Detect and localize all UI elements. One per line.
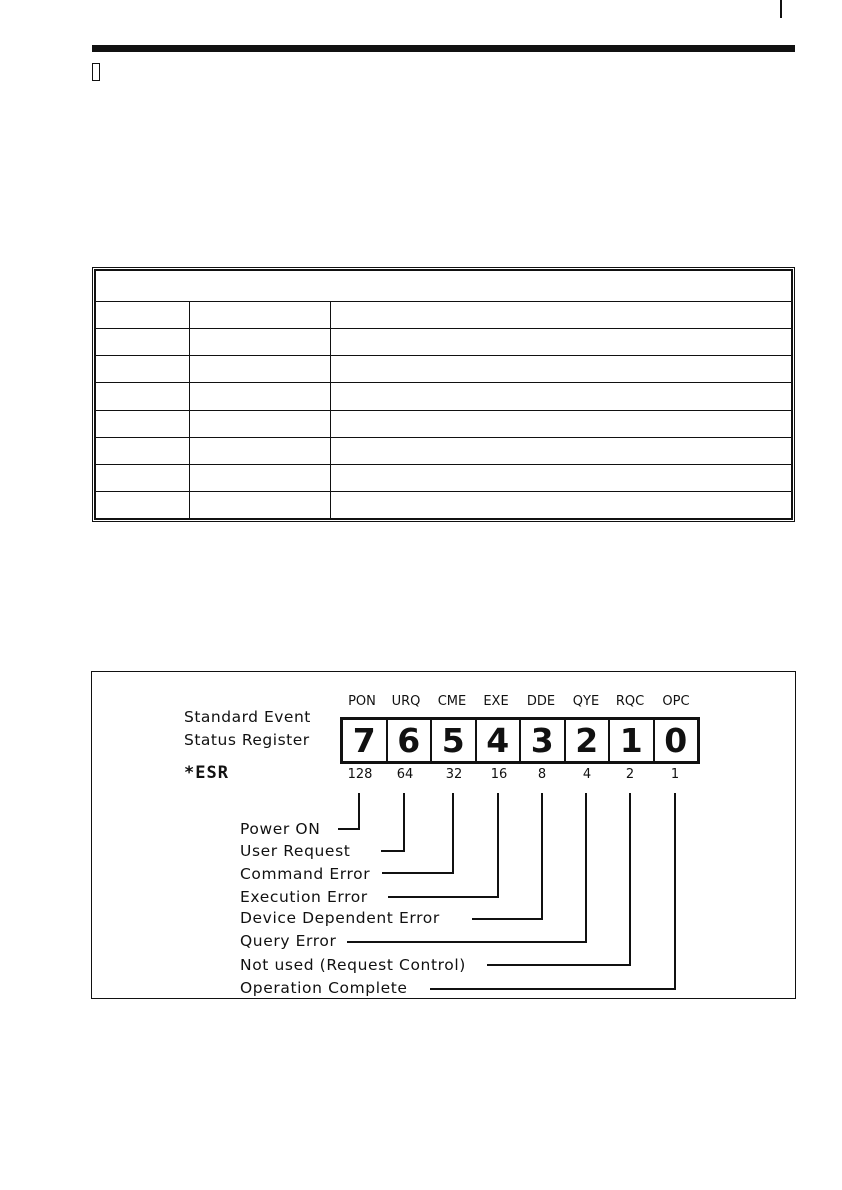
table-cell xyxy=(96,329,190,356)
table-cell xyxy=(96,302,190,329)
table-cell xyxy=(96,410,190,437)
leader-line-qye xyxy=(347,793,586,942)
table-cell xyxy=(190,329,331,356)
table-row xyxy=(96,491,792,518)
table-cell xyxy=(190,464,331,491)
bit-abbr-opc: OPC xyxy=(662,694,690,709)
table-cell xyxy=(331,437,792,464)
register-table-grid xyxy=(95,270,792,519)
table-cell xyxy=(331,464,792,491)
table-row xyxy=(96,329,792,356)
bit-weight-8: 8 xyxy=(537,767,547,782)
esr-figure xyxy=(91,671,796,999)
table-row xyxy=(96,302,792,329)
bit-cell-5: 5 xyxy=(432,720,477,761)
table-cell xyxy=(331,356,792,383)
table-header-cell xyxy=(96,271,792,302)
leader-line-opc xyxy=(430,793,675,989)
bit-weight-128: 128 xyxy=(347,767,373,782)
table-row xyxy=(96,437,792,464)
register-command: *ESR xyxy=(184,763,229,783)
leader-line-dde xyxy=(472,793,542,919)
table-cell xyxy=(190,410,331,437)
bit-cell-3: 3 xyxy=(521,720,566,761)
table-cell xyxy=(190,302,331,329)
table-cell xyxy=(331,410,792,437)
trim-mark xyxy=(780,0,782,18)
table-cell xyxy=(331,491,792,518)
bit-abbr-qye: QYE xyxy=(572,694,600,709)
bit-cell-1: 1 xyxy=(610,720,655,761)
bit-desc-user-request: User Request xyxy=(240,842,351,860)
bit-abbr-rqc: RQC xyxy=(615,694,645,709)
leader-line-urq xyxy=(381,793,404,851)
table-cell xyxy=(190,491,331,518)
register-label-line2: Status Register xyxy=(184,731,310,749)
bit-cell-7: 7 xyxy=(343,720,388,761)
leader-line-cme xyxy=(382,793,453,873)
table-row xyxy=(96,464,792,491)
table-cell xyxy=(331,329,792,356)
bit-desc-operation-complete: Operation Complete xyxy=(240,979,408,997)
table-cell xyxy=(190,356,331,383)
bit-weight-16: 16 xyxy=(490,767,508,782)
bit-weight-1: 1 xyxy=(670,767,680,782)
leader-lines xyxy=(92,672,797,1000)
bit-abbr-urq: URQ xyxy=(391,694,421,709)
bit-abbr-cme: CME xyxy=(437,694,467,709)
bit-abbr-dde: DDE xyxy=(526,694,556,709)
register-table xyxy=(92,267,795,522)
missing-glyph-box xyxy=(92,63,100,81)
bit-cell-4: 4 xyxy=(477,720,522,761)
table-row xyxy=(96,383,792,410)
register-label-line1: Standard Event xyxy=(184,708,311,726)
table-cell xyxy=(96,491,190,518)
bit-desc-request-control: Not used (Request Control) xyxy=(240,956,466,974)
bit-desc-power-on: Power ON xyxy=(240,820,321,838)
bit-cell-0: 0 xyxy=(664,721,688,760)
table-cell xyxy=(190,437,331,464)
bit-weight-4: 4 xyxy=(582,767,592,782)
table-cell xyxy=(96,464,190,491)
table-cell xyxy=(331,383,792,410)
table-cell xyxy=(331,302,792,329)
bit-weight-32: 32 xyxy=(445,767,463,782)
table-row xyxy=(96,356,792,383)
table-row xyxy=(96,410,792,437)
top-rule xyxy=(92,45,795,52)
table-cell xyxy=(190,383,331,410)
bit-desc-execution-error: Execution Error xyxy=(240,888,368,906)
leader-line-rqc xyxy=(487,793,630,965)
leader-line-pon xyxy=(338,793,359,829)
table-cell xyxy=(96,437,190,464)
bit-desc-device-dependent-error: Device Dependent Error xyxy=(240,909,440,927)
bit-abbr-exe: EXE xyxy=(483,694,509,709)
bit-weight-2: 2 xyxy=(625,767,635,782)
bit-abbr-pon: PON xyxy=(348,694,376,709)
bit-desc-command-error: Command Error xyxy=(240,865,371,883)
bit-cell-6: 6 xyxy=(388,720,433,761)
bit-weight-64: 64 xyxy=(396,767,414,782)
table-cell xyxy=(96,383,190,410)
table-cell xyxy=(96,356,190,383)
bit-cell-2: 2 xyxy=(566,720,611,761)
table-header-row xyxy=(96,271,792,302)
bit-desc-query-error: Query Error xyxy=(240,932,337,950)
